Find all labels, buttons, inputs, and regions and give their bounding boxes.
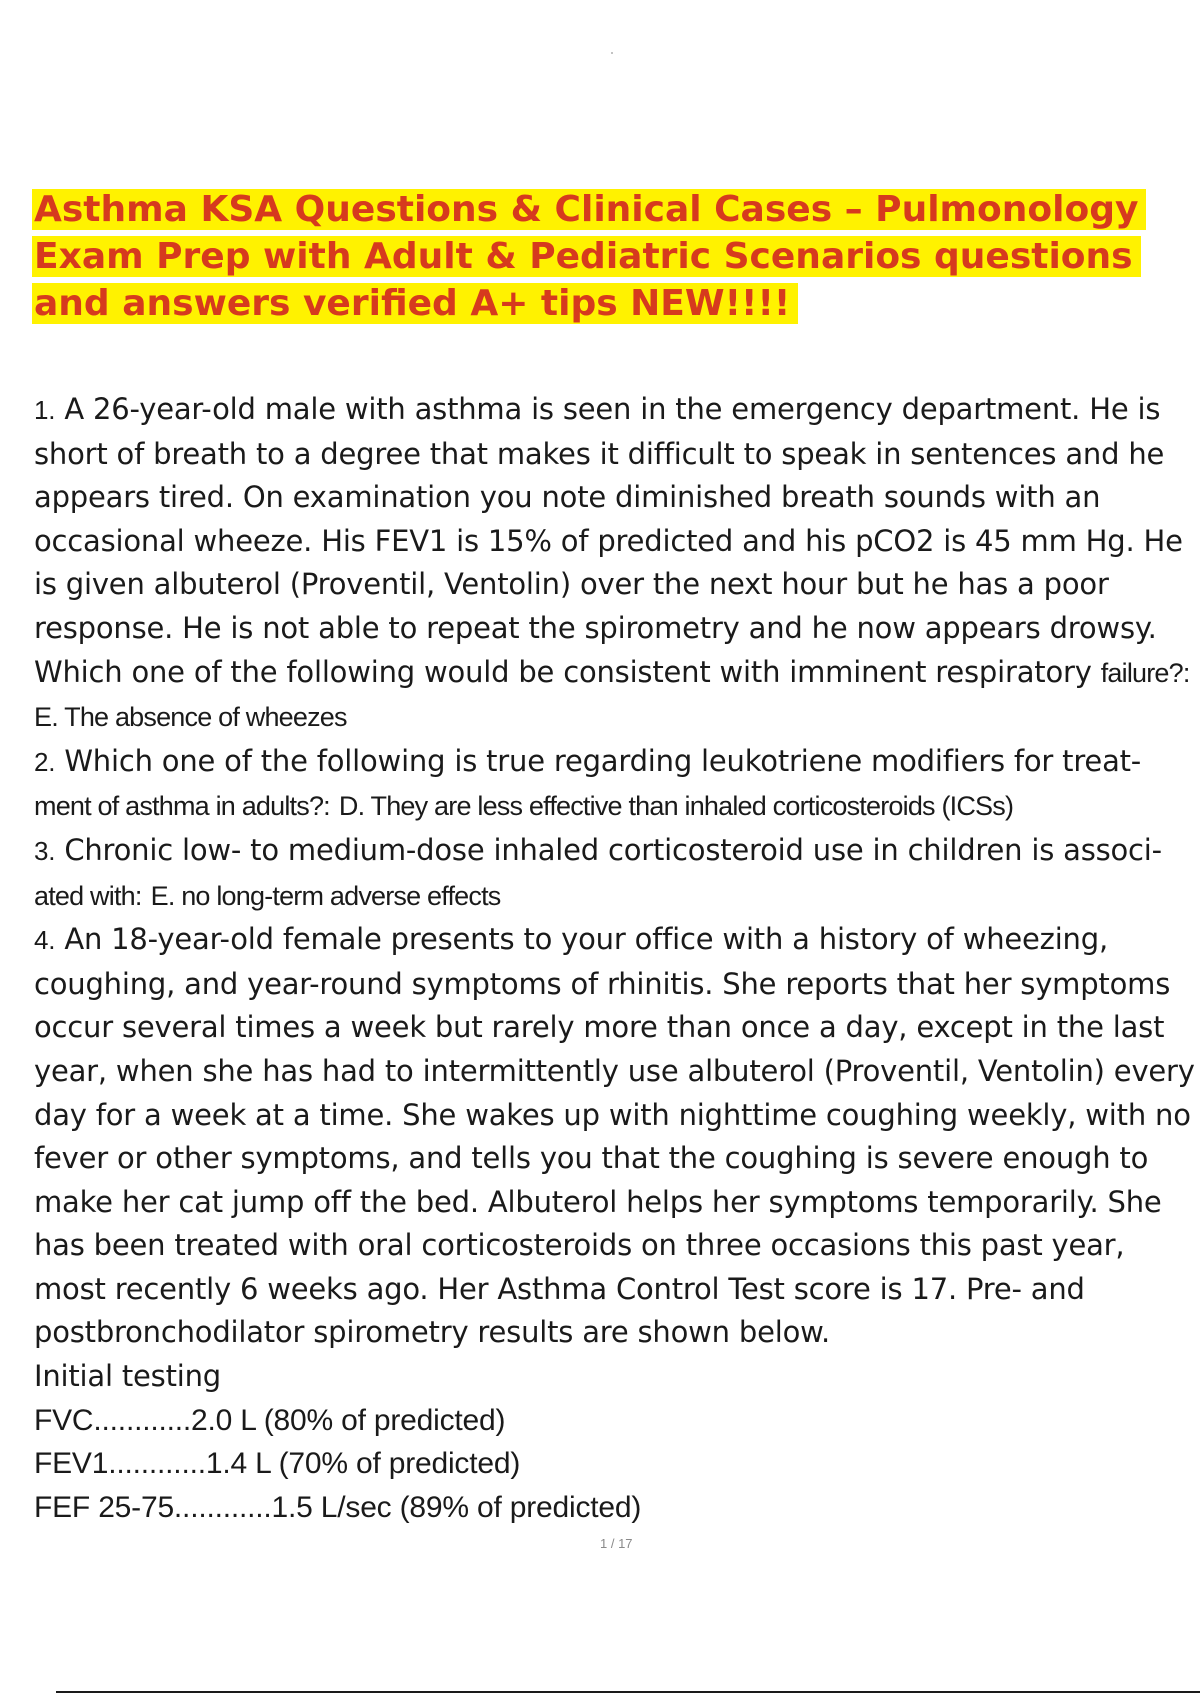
question-stem-end: ated with: (34, 880, 142, 911)
document-title (32, 186, 1182, 327)
question-1 (34, 388, 1200, 740)
page-number: 1 / 17 (600, 1536, 633, 1551)
page-bottom-rule (56, 1691, 1200, 1693)
question-2 (34, 740, 1200, 829)
testing-line-fev1: FEV1............1.4 L (70% of predicted) (34, 1447, 521, 1481)
question-text: An 18-year-old female presents to your office with a history of wheezing, coughing, and year-round symptoms of rhinitis. She reports that her symptoms occur several times a week but rarely more than once a day, except in the last year, when she has had to intermittently use albuterol (Proventil, Ventolin) every day for a week at a time. She wakes up with nighttime coughing weekly, with no fever or other symptoms, and tells you that the coughing is severe enough to make her cat jump off the bed. Albuterol helps her symptoms temporarily. She has been treated with oral corticosteroids on three occasions this past year, most recently 6 weeks ago. Her Asthma Control Test score is 17. Pre- and postbronchodilator spirometry results are shown below. (34, 922, 1195, 1350)
title-highlight: Asthma KSA Questions & Clinical Cases – Pulmonology Exam Prep with Adult & Pediatric Scenarios questions and answers verified A+ tips NEW!!!! (32, 189, 1146, 324)
question-3 (34, 829, 1200, 918)
question-answer: D. They are less effective than inhaled corticosteroids (ICSs) (338, 791, 1014, 822)
question-stem-end: ment of asthma in adults?: (34, 791, 330, 822)
question-4 (34, 918, 1200, 1355)
question-answer: E. no long-term adverse effects (150, 880, 501, 911)
question-answer: E. The absence of wheezes (34, 702, 347, 733)
testing-heading: Initial testing (34, 1359, 222, 1394)
question-text: Chronic low- to medium-dose inhaled corticosteroid use in children is associ- (64, 832, 1162, 867)
question-number: 4. (34, 925, 56, 956)
question-stem-end: failure?: (1100, 657, 1190, 688)
question-text: A 26-year-old male with asthma is seen in the emergency department. He is short of breath to a degree that makes it difficult to speak in sentences and he appears tired. On examination you note diminished breath sounds with an occasional wheeze. His FEV1 is 15% of predicted and his pCO2 is 45 mm Hg. He is given albuterol (Proventil, Ventolin) over the next hour but he has a poor response. He is not able to repeat the spirometry and he now appears drowsy. Which one of the following would be consistent with imminent respiratory (34, 392, 1183, 689)
top-dot (611, 52, 613, 54)
document-body (34, 388, 1200, 1529)
question-number: 2. (34, 746, 56, 777)
testing-line-fef: FEF 25-75............1.5 L/sec (89% of predicted) (34, 1490, 642, 1524)
question-number: 3. (34, 835, 56, 866)
question-number: 1. (34, 395, 56, 425)
testing-line-fvc: FVC............2.0 L (80% of predicted) (34, 1403, 506, 1437)
question-text: Which one of the following is true regarding leukotriene modifiers for treat- (64, 743, 1142, 778)
